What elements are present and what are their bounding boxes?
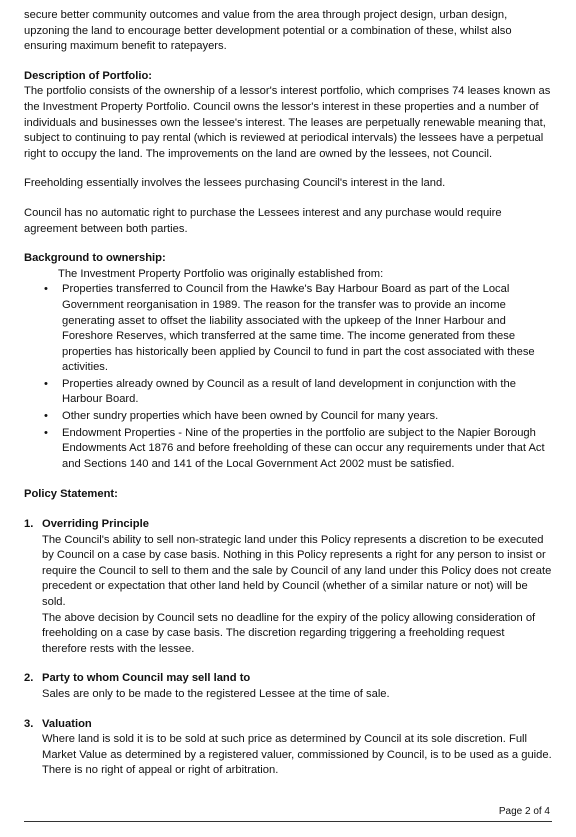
bullet-icon: • (44, 426, 48, 439)
portfolio-paragraph-3: Council has no automatic right to purchase the Lessees interest and any purchase would require agreement between both parties. (24, 206, 502, 235)
document-page (24, 8, 552, 779)
policy-item-text: There is no right of appeal or right of arbitration. (42, 764, 279, 777)
intro-paragraph: secure better community outcomes and value from the area through project design, urban design, upzoning the land to encourage better development potential or a combination of these, whilst also ensuring maximum benefit to ratepayers. (24, 9, 512, 53)
policy-item-title: Overriding Principle (42, 518, 149, 531)
list-item: • Other sundry properties which have been owned by Council for many years. (24, 409, 552, 425)
portfolio-heading: Description of Portfolio: (24, 69, 153, 82)
bullet-icon: • (44, 410, 48, 423)
page-footer (24, 807, 552, 822)
portfolio-paragraph-1: The portfolio consists of the ownership of a lessor's interest portfolio, which comprises 74 leases known as the Investment Property Portfolio. Council owns the lessor's interest in these properties and a number of individuals and businesses own the lessee's interest. The leases are perpetually renewable meaning that, subject to continuing to pay rental (which is reviewed at periodical intervals) the lessees have a perpetual right to occupy the land. The improvements on the land are owned by the lessees, not Council. (24, 85, 551, 160)
policy-item-number: 2. (24, 672, 34, 685)
policy-item-title: Party to whom Council may sell land to (42, 672, 251, 685)
policy-item-text: Sales are only to be made to the registered Lessee at the time of sale. (42, 687, 390, 700)
policy-item-title: Valuation (42, 717, 92, 730)
policy-item-number: 3. (24, 717, 34, 730)
background-heading: Background to ownership: (24, 252, 166, 265)
policy-item-number: 1. (24, 518, 34, 531)
list-item: • Properties transferred to Council from the Hawke's Bay Harbour Board as part of the Local Government reorganisation in 1989. The reason for the transfer was to provide an income generating asset to offset the liability associated with the upkeep of the Inner Harbour and Foreshore Reserves, which transferred at the same time. The income generated from these properties has historically been applied by Council to fund in part the cost associated with these activities. (44, 283, 535, 374)
policy-item-2 (24, 671, 552, 702)
bullet-icon: • (44, 377, 48, 390)
policy-heading: Policy Statement: (24, 488, 118, 501)
policy-item-3 (24, 717, 552, 779)
list-item: • Endowment Properties - Nine of the properties in the portfolio are subject to the Napier Borough Endowments Act 1876 and before freeholding of these can occur any requirements under that Act and Sections 140 and 141 of the Local Government Act 2002 must be satisfied. (44, 426, 545, 470)
bullet-icon: • (44, 283, 48, 296)
list-item: • Properties already owned by Council as a result of land development in conjunction with the Harbour Board. (44, 377, 516, 406)
page-number: Page 2 of 4 (498, 806, 550, 818)
policy-item-text: The Council's ability to sell non-strategic land under this Policy represents a discretion to be executed by Council on a case by case basis. Nothing in this Policy represents a right for any person to insist or require the Council to sell to them and the sale by Council of any land under this Policy does not create precedent or expectation that other land held by Council (whether of a similar nature or not) will be sold. (42, 533, 552, 608)
portfolio-paragraph-2: Freeholding essentially involves the lessees purchasing Council's interest in the land. (24, 177, 446, 190)
policy-item-text: The above decision by Council sets no deadline for the expiry of the policy allowing consideration of freeholding on a case by case basis. The discretion regarding triggering a freeholding request therefore rests with the lessee. (42, 611, 536, 655)
policy-item-1 (24, 517, 552, 657)
background-lead: The Investment Property Portfolio was originally established from: (58, 267, 384, 280)
background-list (24, 282, 552, 472)
policy-item-text: Where land is sold it is to be sold at such price as determined by Council at its sole discretion. Full Market Value as determined by a registered valuer, commissioned by Council, is to be used as a guide. (42, 733, 552, 761)
